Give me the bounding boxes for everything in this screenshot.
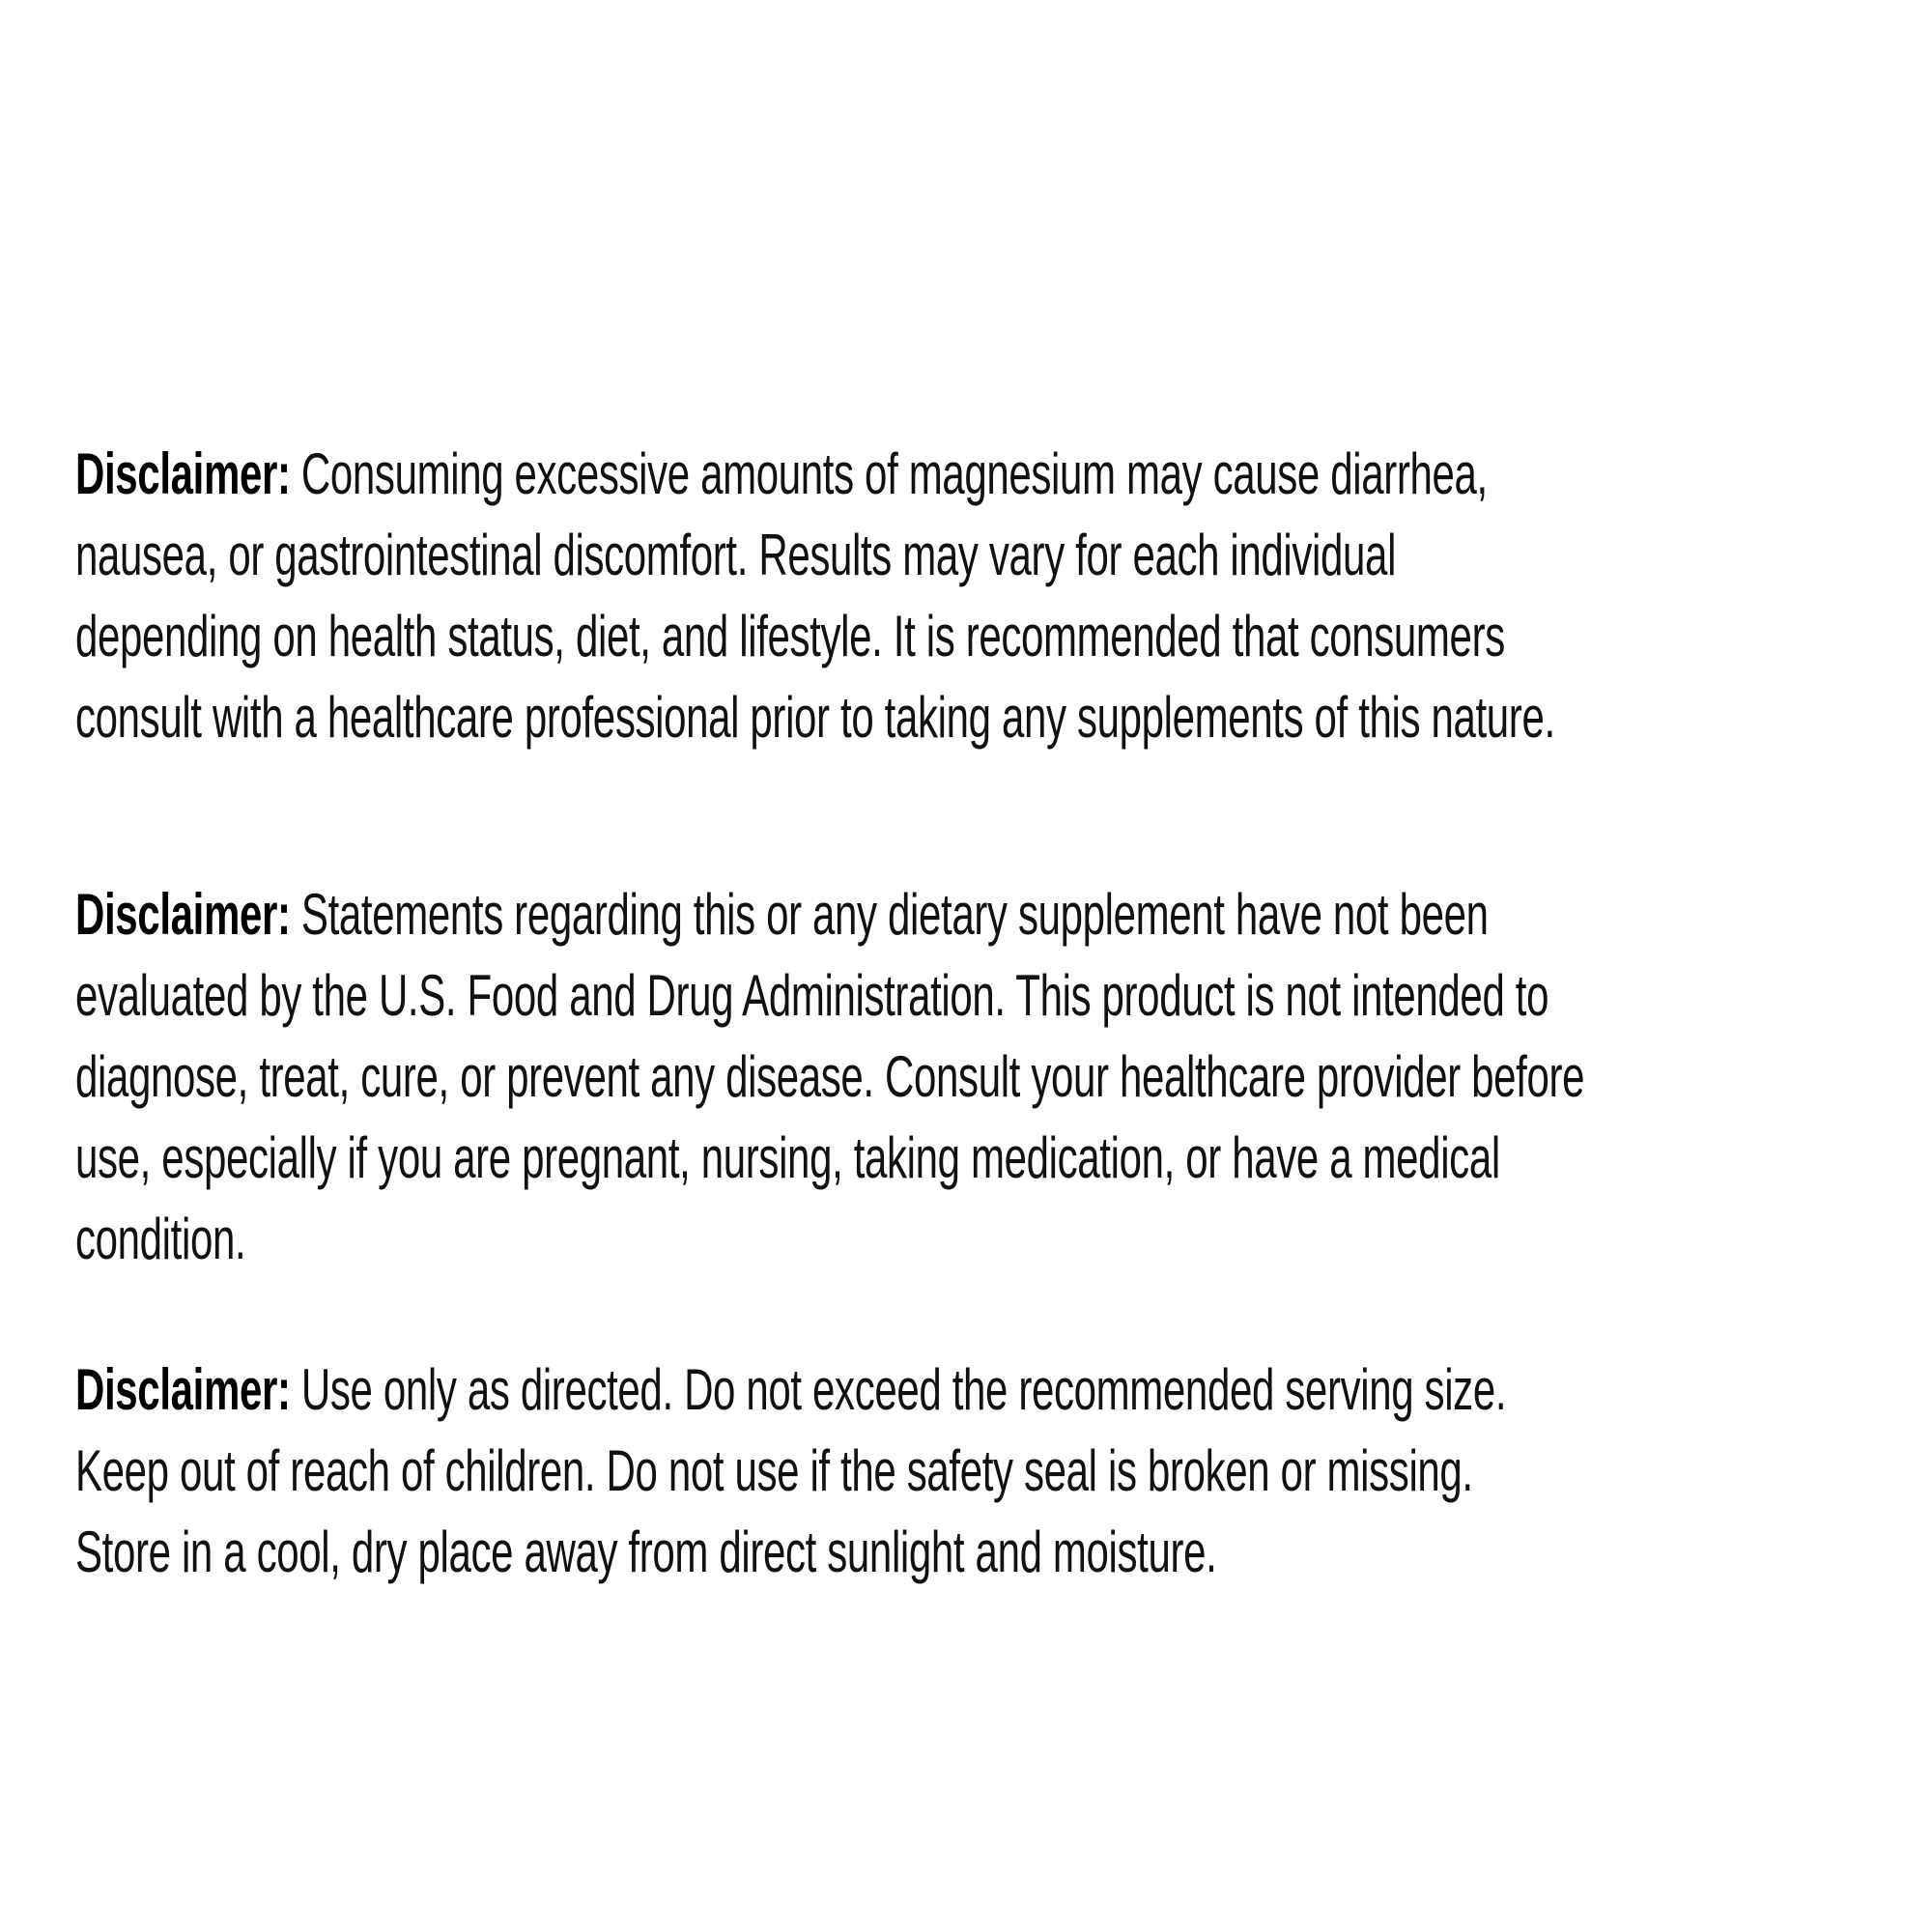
disclaimer-line [75,1350,1507,1431]
disclaimer-line: evaluated by the U.S. Food and Drug Administration. This product is not intended to [75,963,1549,1028]
disclaimer-text: Statements regarding this or any dietary supplement have not been [290,882,1489,947]
disclaimer-line: diagnose, treat, cure, or prevent any disease. Consult your healthcare provider before [75,1044,1585,1109]
disclaimer-paragraph-1 [75,434,1911,758]
disclaimer-line: Keep out of reach of children. Do not use if the safety seal is broken or missing. [75,1438,1473,1503]
disclaimer-label: Disclaimer: [75,441,291,506]
disclaimer-line: condition. [75,1207,246,1271]
disclaimer-line: nausea, or gastrointestinal discomfort. Results may vary for each individual [75,523,1397,587]
disclaimer-paragraph-2 [75,874,1911,1280]
disclaimer-label: Disclaimer: [75,1357,291,1422]
disclaimer-line [75,874,1489,955]
disclaimer-paragraph-3 [75,1350,1911,1593]
disclaimer-line: use, especially if you are pregnant, nursing, taking medication, or have a medical [75,1125,1500,1190]
disclaimer-line [75,434,1488,515]
disclaimer-label: Disclaimer: [75,882,291,947]
disclaimer-line: depending on health status, diet, and lifestyle. It is recommended that consumers [75,604,1505,668]
disclaimer-text: Consuming excessive amounts of magnesium may cause diarrhea, [290,441,1488,506]
disclaimer-line: consult with a healthcare professional prior to taking any supplements of this nature. [75,685,1555,750]
disclaimer-line: Store in a cool, dry place away from direct sunlight and moisture. [75,1520,1217,1584]
disclaimer-text: Use only as directed. Do not exceed the recommended serving size. [290,1357,1507,1422]
